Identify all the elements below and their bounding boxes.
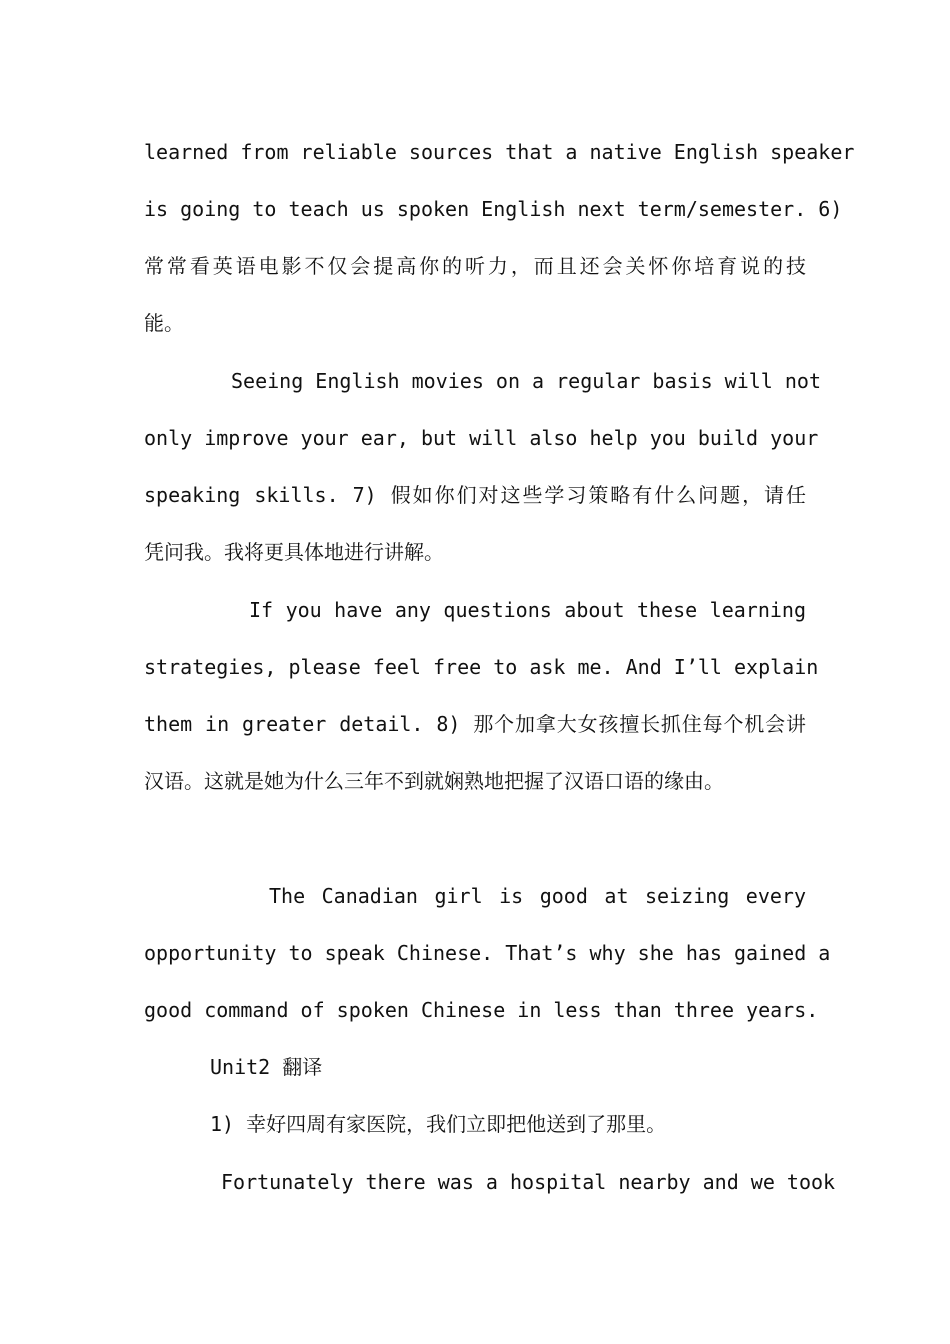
body-text-line: learned from reliable sources that a native English speaker [144,140,855,164]
body-text-line: 凭问我。我将更具体地进行讲解。 [144,540,444,564]
body-text-line: speaking skills. 7) 假如你们对这些学习策略有什么问题，请任 [144,483,806,507]
body-text-line: opportunity to speak Chinese. That’s why she has gained a [144,941,831,965]
paragraph-first-line: If you have any questions about these learning [249,598,806,622]
body-text-line: good command of spoken Chinese in less than three years. [144,998,819,1022]
body-text-line: them in greater detail. 8) 那个加拿大女孩擅长抓住每个机会讲 [144,712,806,736]
body-text-line: 能。 [144,311,184,335]
paragraph-first-line: The Canadian girl is good at seizing every [269,884,806,908]
numbered-item: 1) 幸好四周有家医院，我们立即把他送到了那里。 [210,1112,667,1136]
body-text-line: 汉语。这就是她为什么三年不到就娴熟地把握了汉语口语的缘由。 [144,769,724,793]
body-text-line: only improve your ear, but will also help you build your [144,426,819,450]
paragraph-first-line: Fortunately there was a hospital nearby and we took [221,1170,836,1194]
body-text-line: 常常看英语电影不仅会提高你的听力，而且还会关怀你培育说的技 [144,254,806,278]
body-text-line: is going to teach us spoken English next term/semester. 6) [144,197,843,221]
paragraph-first-line: Seeing English movies on a regular basis will not [231,369,822,393]
section-heading: Unit2 翻译 [210,1055,323,1079]
body-text-line: strategies, please feel free to ask me. And I’ll explain [144,655,819,679]
